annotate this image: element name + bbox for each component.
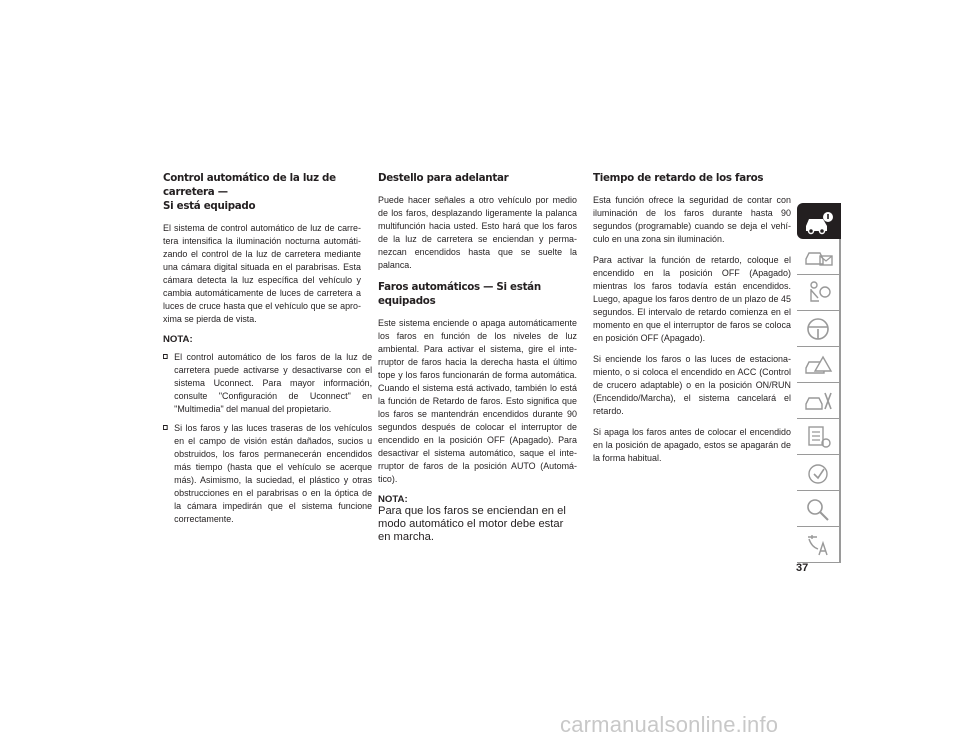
- note-item: El control automático de los faros de la luz de carretera puede activarse y desactivarse con el sistema Uconnect. Para mayor información, consulte "Configuración de Uconnect" en "Multimedia" del manual del propietario.: [163, 351, 372, 416]
- seatbelt-airbag-icon: [803, 279, 835, 307]
- tab-steering-wheel[interactable]: [797, 311, 841, 347]
- bullet-box-icon: [163, 425, 168, 430]
- column-flash-to-pass: [378, 171, 577, 544]
- multimedia-icon: [803, 459, 835, 487]
- paragraph: Si enciende los faros o las luces de estaciona-miento, o si coloca el encendido en ACC (Control de crucero adaptable) o en la posición ON/RUN (Encendido/Marcha), el sistema cancelará el retardo.: [593, 354, 791, 417]
- bullet-box-icon: [163, 354, 168, 359]
- steering-wheel-icon: [803, 315, 835, 343]
- heading-headlight-delay: Tiempo de retardo de los faros: [593, 172, 764, 184]
- tab-car-tools[interactable]: [797, 383, 841, 419]
- car-tools-icon: [803, 387, 835, 415]
- note-label: NOTA:: [163, 334, 193, 345]
- note-list: [163, 351, 373, 526]
- note-text: Para que los faros se enciendan en el modo automático el motor debe estar en marcha.: [378, 505, 566, 543]
- tab-car-warning[interactable]: [797, 347, 841, 383]
- tab-specifications[interactable]: [797, 419, 841, 455]
- column-headlight-delay: [593, 171, 791, 473]
- paragraph: Para activar la función de retardo, coloque el encendido en la posición OFF (Apagado) mientras los faros todavía están encendidos. Luego, apague los faros dentro de un plazo de 45 segundos. El intervalo de retardo comienza en el momento en que el interruptor de faros se coloca en posición OFF (Apagado).: [593, 255, 791, 344]
- heading-high-beam: Control automático de la luz de carretera — Si está equipado: [163, 172, 336, 212]
- heading-flash-to-pass: Destello para adelantar: [378, 172, 509, 184]
- paragraph: Si apaga los faros antes de colocar el encendido en la posición de apagado, estos se apagarán de la forma habitual.: [593, 427, 791, 464]
- paragraph-high-beam: El sistema de control automático de luz de carre-tera intensifica la iluminación nocturna automáti-zando el control de la luz de carretera mediante una cámara digital situada en el parabrisas. Esta cámara detecta la luz específica del vehículo y cambia automáticamente de luces de carretera a luces de cruce hasta que el vehículo que se apro-xima se pierda de vista.: [163, 223, 361, 325]
- tab-car-info[interactable]: [797, 203, 841, 239]
- tab-car-message[interactable]: [797, 239, 841, 275]
- note-item: Si los faros y las luces traseras de los vehículos en el campo de visión están dañados, sucios u obstruidos, los faros permanecerán encendidos más tiempo (hasta que el vehículo se acerque más). Asimismo, la suciedad, el plástico y otras obstrucciones en el parabrisas o en la óptica de la cámara impedirán que el sistema funcione correctamente.: [163, 422, 372, 526]
- search-index-icon: [803, 495, 835, 523]
- language-icon: [803, 531, 835, 559]
- car-info-icon: [803, 208, 835, 236]
- chapter-tabs: [797, 203, 841, 563]
- page-number: 37: [796, 562, 809, 574]
- tab-multimedia[interactable]: [797, 455, 841, 491]
- tab-search-index[interactable]: [797, 491, 841, 527]
- paragraph: Esta función ofrece la seguridad de contar con iluminación de los faros durante hasta 90 segundos (programable) cuando se deja el vehí-culo en una zona sin iluminación.: [593, 195, 791, 245]
- paragraph-auto-headlights: Este sistema enciende o apaga automáticamente los faros en función de los niveles de luz ambiental. Para activar el sistema, gire el inte-rruptor de faros hacia la derecha hasta el último tope y los faros funcionarán de forma automática. Cuando el sistema está activado, también lo está la función de Retardo de faros. Esto significa que los faros se mantendrán encendidos durante 90 segundos después de colocar el interruptor de encendido en la posición OFF (Apagado). Para desactivar el sistema automático, saque el inte-rruptor de faros de la posición AUTO (Automá-tico).: [378, 318, 577, 485]
- watermark: carmanualsonline.info: [560, 712, 779, 737]
- tab-language[interactable]: [797, 527, 841, 563]
- car-warning-icon: [803, 351, 835, 379]
- car-message-icon: [803, 243, 835, 271]
- column-high-beam: [163, 171, 373, 532]
- paragraph-flash-to-pass: Puede hacer señales a otro vehículo por medio de los faros, desplazando ligeramente la palanca multifunción hacia usted. Esto hará que los faros de la luz de carretera se enciendan y perma-nezcan encendidos hasta que se suelte la palanca.: [378, 195, 577, 271]
- note-label: NOTA:: [378, 494, 408, 505]
- specifications-list-icon: [803, 423, 835, 451]
- tab-seatbelt-airbag[interactable]: [797, 275, 841, 311]
- heading-auto-headlights: Faros automáticos — Si están equipados: [378, 281, 541, 307]
